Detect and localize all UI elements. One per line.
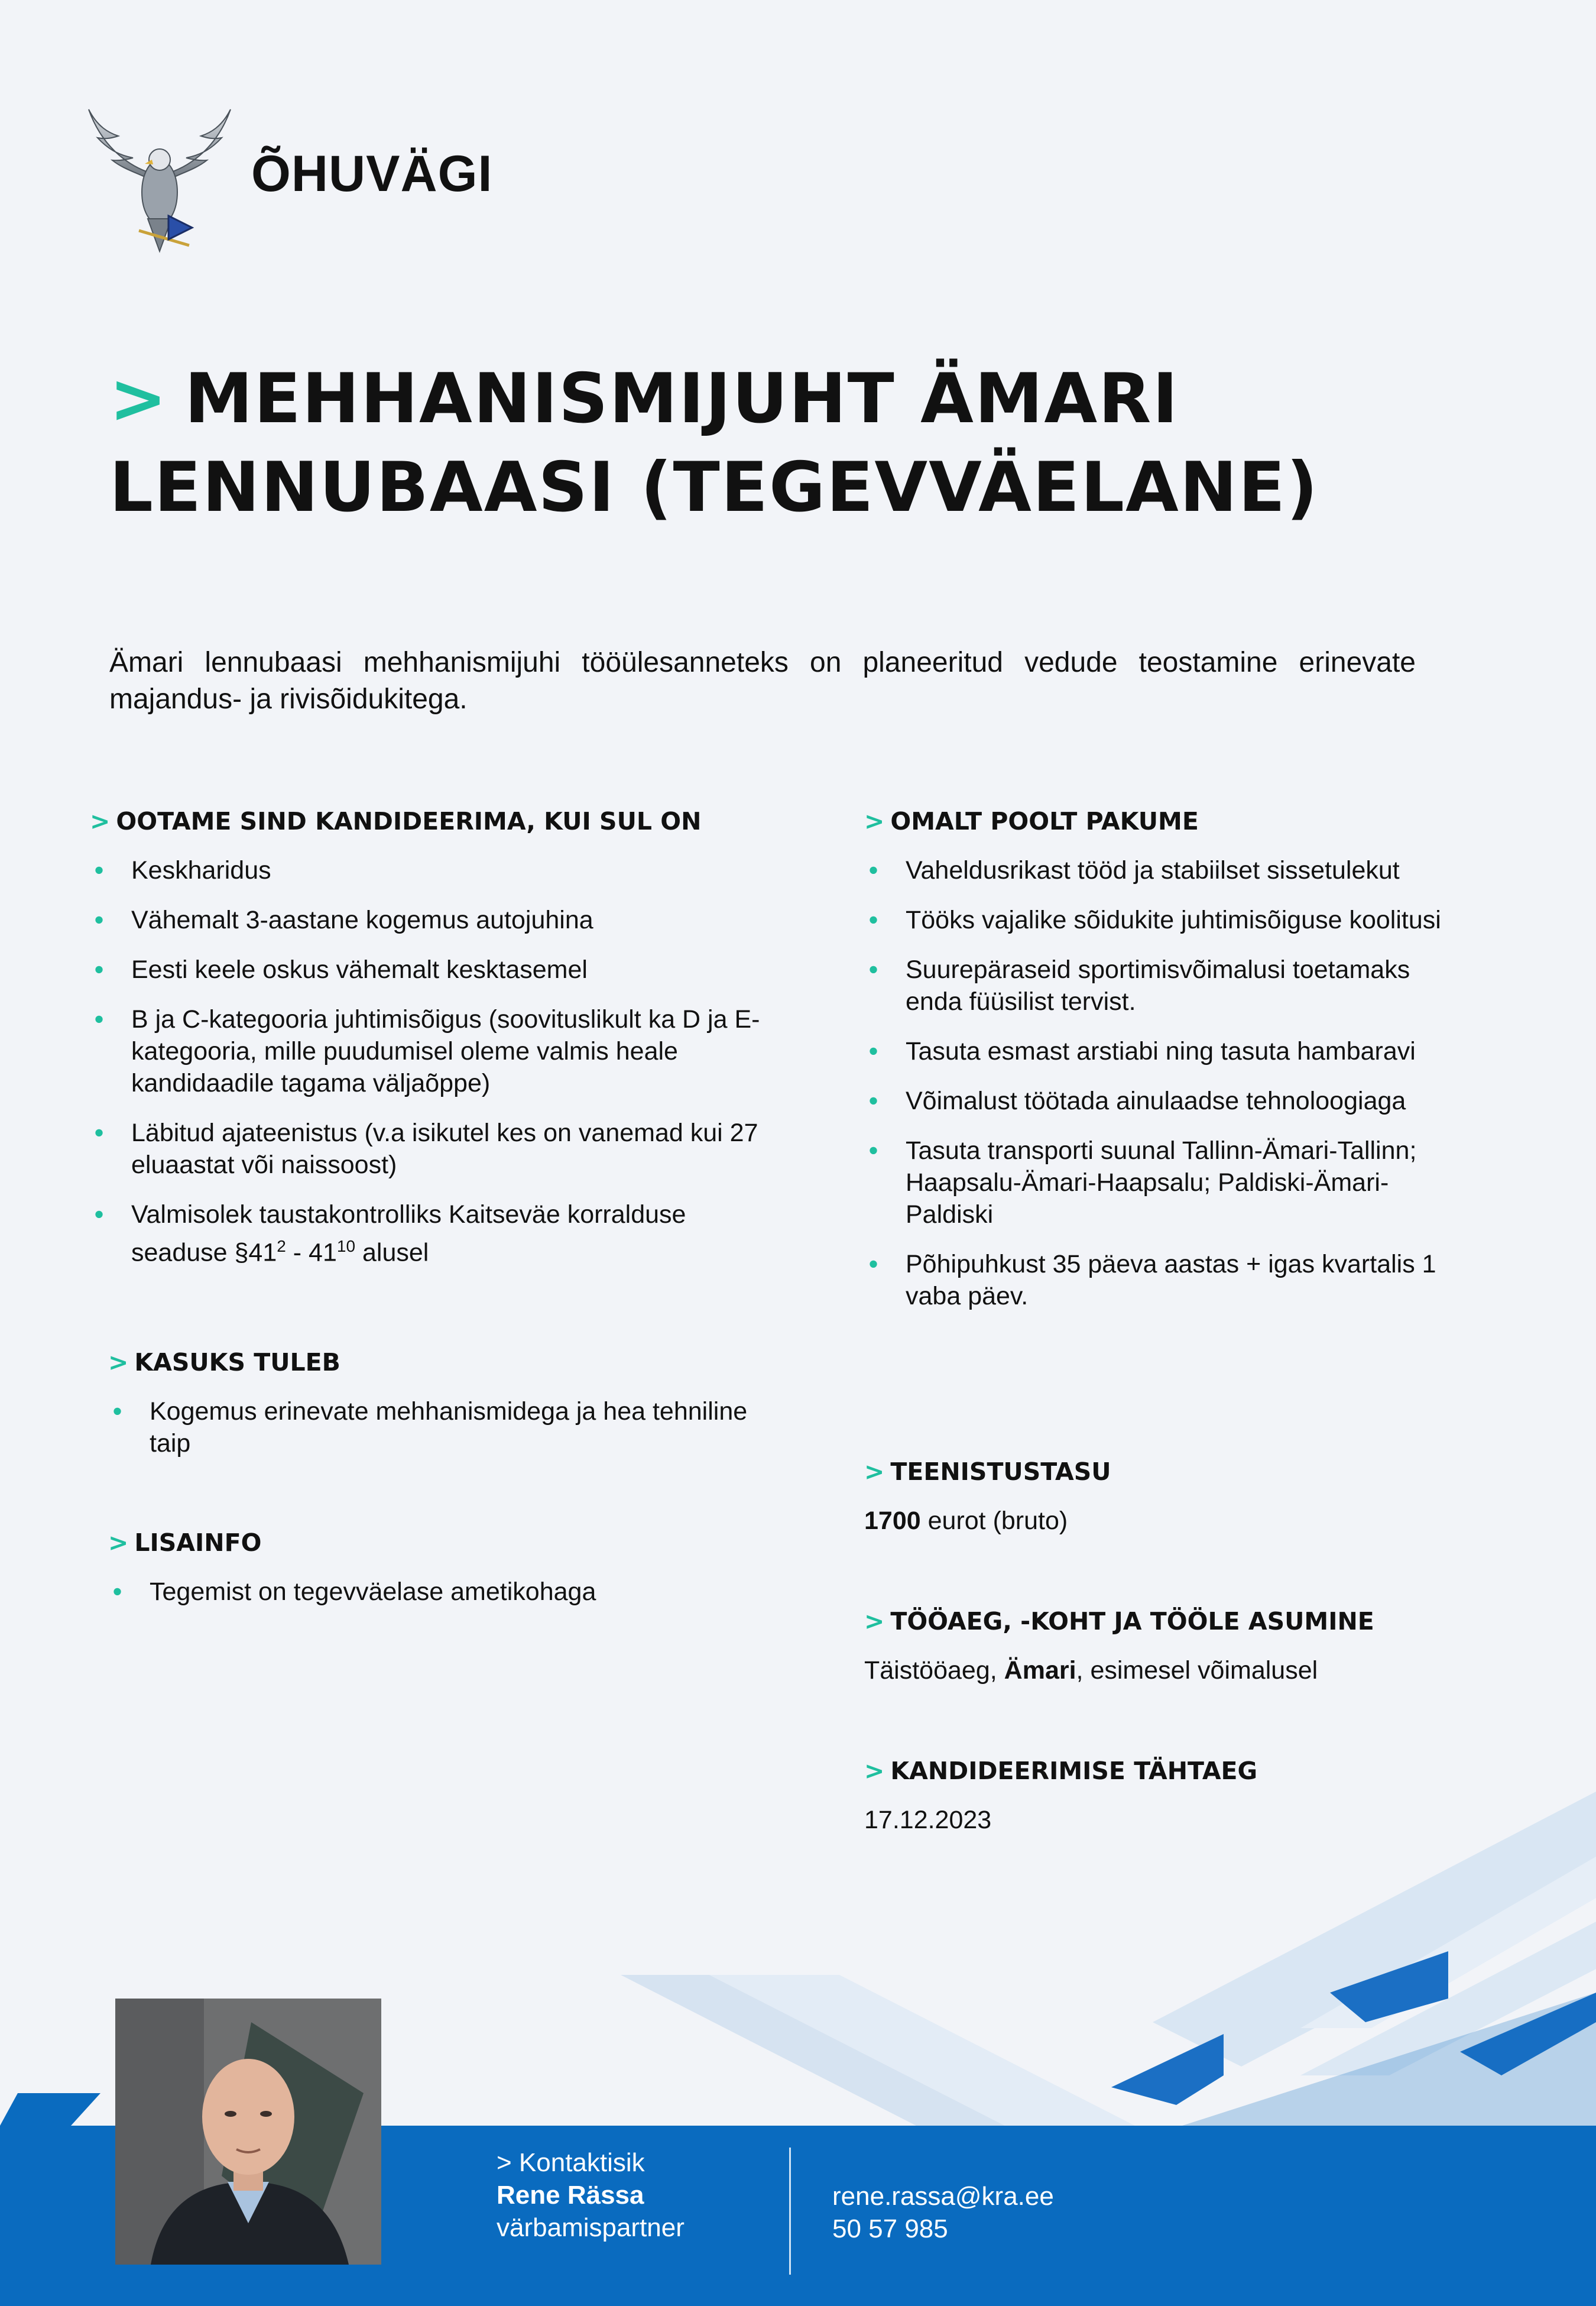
deadline-date: 17.12.2023 xyxy=(864,1806,992,1834)
page-title xyxy=(109,355,1498,532)
requirements-section xyxy=(90,806,770,1268)
list-item: • Tööks vajalike sõidukite juhtimisõiguse koolitusi xyxy=(864,904,1461,936)
list-item: • Suurepäraseid sportimisvõimalusi toetamaks enda füüsilist tervist. xyxy=(864,954,1461,1018)
section-arrow-icon: > xyxy=(108,1348,129,1377)
list-item: • Põhipuhkust 35 päeva aastas + igas kvartalis 1 vaba päev. xyxy=(864,1248,1461,1312)
bullet-icon: • xyxy=(869,1136,878,1165)
bullet-icon: • xyxy=(95,1119,104,1147)
offer-heading: > OMALT POOLT PAKUME xyxy=(864,807,1199,835)
bullet-icon: • xyxy=(95,1200,104,1229)
salary-value: 1700 eurot (bruto) xyxy=(864,1507,1068,1535)
extra-info-list xyxy=(108,1576,770,1608)
bullet-icon: • xyxy=(95,856,104,885)
worktime-heading: > TÖÖAEG, -KOHT JA TÖÖLE ASUMINE xyxy=(864,1607,1374,1635)
advantage-section xyxy=(108,1347,770,1459)
intro-paragraph: Ämari lennubaasi mehhanismijuhi tööülesanneteks on planeeritud vedude teostamine erinevate majandus- ja rivisõidukitega. xyxy=(109,647,1416,715)
contact-phone[interactable]: 50 57 985 xyxy=(832,2214,948,2243)
advantage-heading: > KASUKS TULEB xyxy=(108,1348,340,1377)
bullet-icon: • xyxy=(869,856,878,885)
salary-section xyxy=(864,1456,1461,1537)
list-item: • Valmisolek taustakontrolliks Kaitseväe korralduse seaduse $\S 41^2 - 41^{10}$ alusel xyxy=(90,1199,770,1268)
extra-info-heading: > LISAINFO xyxy=(108,1528,262,1557)
title-line-1: MEHHANISMIJUHT ÄMARI xyxy=(184,359,1179,439)
section-arrow-icon: > xyxy=(864,1458,885,1486)
list-item: • Tegemist on tegevväelase ametikohaga xyxy=(108,1576,770,1608)
list-item: • Vaheldusrikast tööd ja stabiilset sissetulekut xyxy=(864,854,1461,886)
bullet-icon: • xyxy=(869,956,878,984)
list-item: • B ja C-kategooria juhtimisõigus (soovituslikult ka D ja E-kategooria, mille puudumisel oleme valmis heale kandidaadile tagama väljaõppe) xyxy=(90,1003,770,1099)
title-arrow-icon: > xyxy=(109,359,168,439)
offer-list xyxy=(864,854,1461,1312)
title-line-2: LENNUBAASI (TEGEVVÄELANE) xyxy=(109,448,1319,527)
list-item: • Kogemus erinevate mehhanismidega ja hea tehniline taip xyxy=(108,1395,770,1459)
requirements-heading: > OOTAME SIND KANDIDEERIMA, KUI SUL ON xyxy=(90,807,702,835)
footer-divider xyxy=(789,2148,791,2275)
brand-name: ÕHUVÄGI xyxy=(251,145,493,202)
section-arrow-icon: > xyxy=(108,1528,129,1557)
offer-section xyxy=(864,806,1461,1312)
section-arrow-icon: > xyxy=(864,807,885,835)
list-item: • Vähemalt 3-aastane kogemus autojuhina xyxy=(90,904,770,936)
section-arrow-icon: > xyxy=(864,1607,885,1635)
bullet-icon: • xyxy=(869,906,878,934)
list-item: • Keskharidus xyxy=(90,854,770,886)
deadline-heading: > KANDIDEERIMISE TÄHTAEG xyxy=(864,1757,1258,1785)
advantage-list xyxy=(108,1395,770,1459)
bullet-icon: • xyxy=(869,1037,878,1065)
air-force-eagle-logo xyxy=(86,103,233,254)
extra-info-section xyxy=(108,1527,770,1608)
bullet-icon: • xyxy=(95,906,104,934)
contact-photo xyxy=(115,1999,381,2265)
requirements-list xyxy=(90,854,770,1268)
contact-name: Rene Rässa xyxy=(497,2181,644,2210)
worktime-section xyxy=(864,1606,1461,1686)
bullet-icon: • xyxy=(869,1250,878,1278)
bullet-icon: • xyxy=(113,1578,122,1606)
list-item: • Võimalust töötada ainulaadse tehnoloogiaga xyxy=(864,1085,1461,1117)
contact-details xyxy=(832,2180,1054,2245)
worktime-value: Täistööaeg, Ämari, esimesel võimalusel xyxy=(864,1656,1318,1685)
list-item: • Eesti keele oskus vähemalt kesktasemel xyxy=(90,954,770,986)
bullet-icon: • xyxy=(113,1397,122,1426)
salary-heading: > TEENISTUSTASU xyxy=(864,1458,1111,1486)
contact-block xyxy=(497,2146,685,2244)
bullet-icon: • xyxy=(869,1087,878,1115)
bullet-icon: • xyxy=(95,1005,104,1034)
contact-email[interactable]: rene.rassa@kra.ee xyxy=(832,2182,1054,2211)
contact-role: värbamispartner xyxy=(497,2213,685,2242)
bullet-icon: • xyxy=(95,956,104,984)
section-arrow-icon: > xyxy=(864,1757,885,1785)
list-item: • Läbitud ajateenistus (v.a isikutel kes on vanemad kui 27 eluaastat või naissoost) xyxy=(90,1117,770,1181)
list-item: • Tasuta esmast arstiabi ning tasuta hambaravi xyxy=(864,1035,1461,1067)
contact-label: > Kontaktisik xyxy=(497,2148,645,2177)
list-item: • Tasuta transporti suunal Tallinn-Ämari-Tallinn; Haapsalu-Ämari-Haapsalu; Paldiski-Ämari-Paldiski xyxy=(864,1135,1461,1230)
section-arrow-icon: > xyxy=(90,807,111,835)
